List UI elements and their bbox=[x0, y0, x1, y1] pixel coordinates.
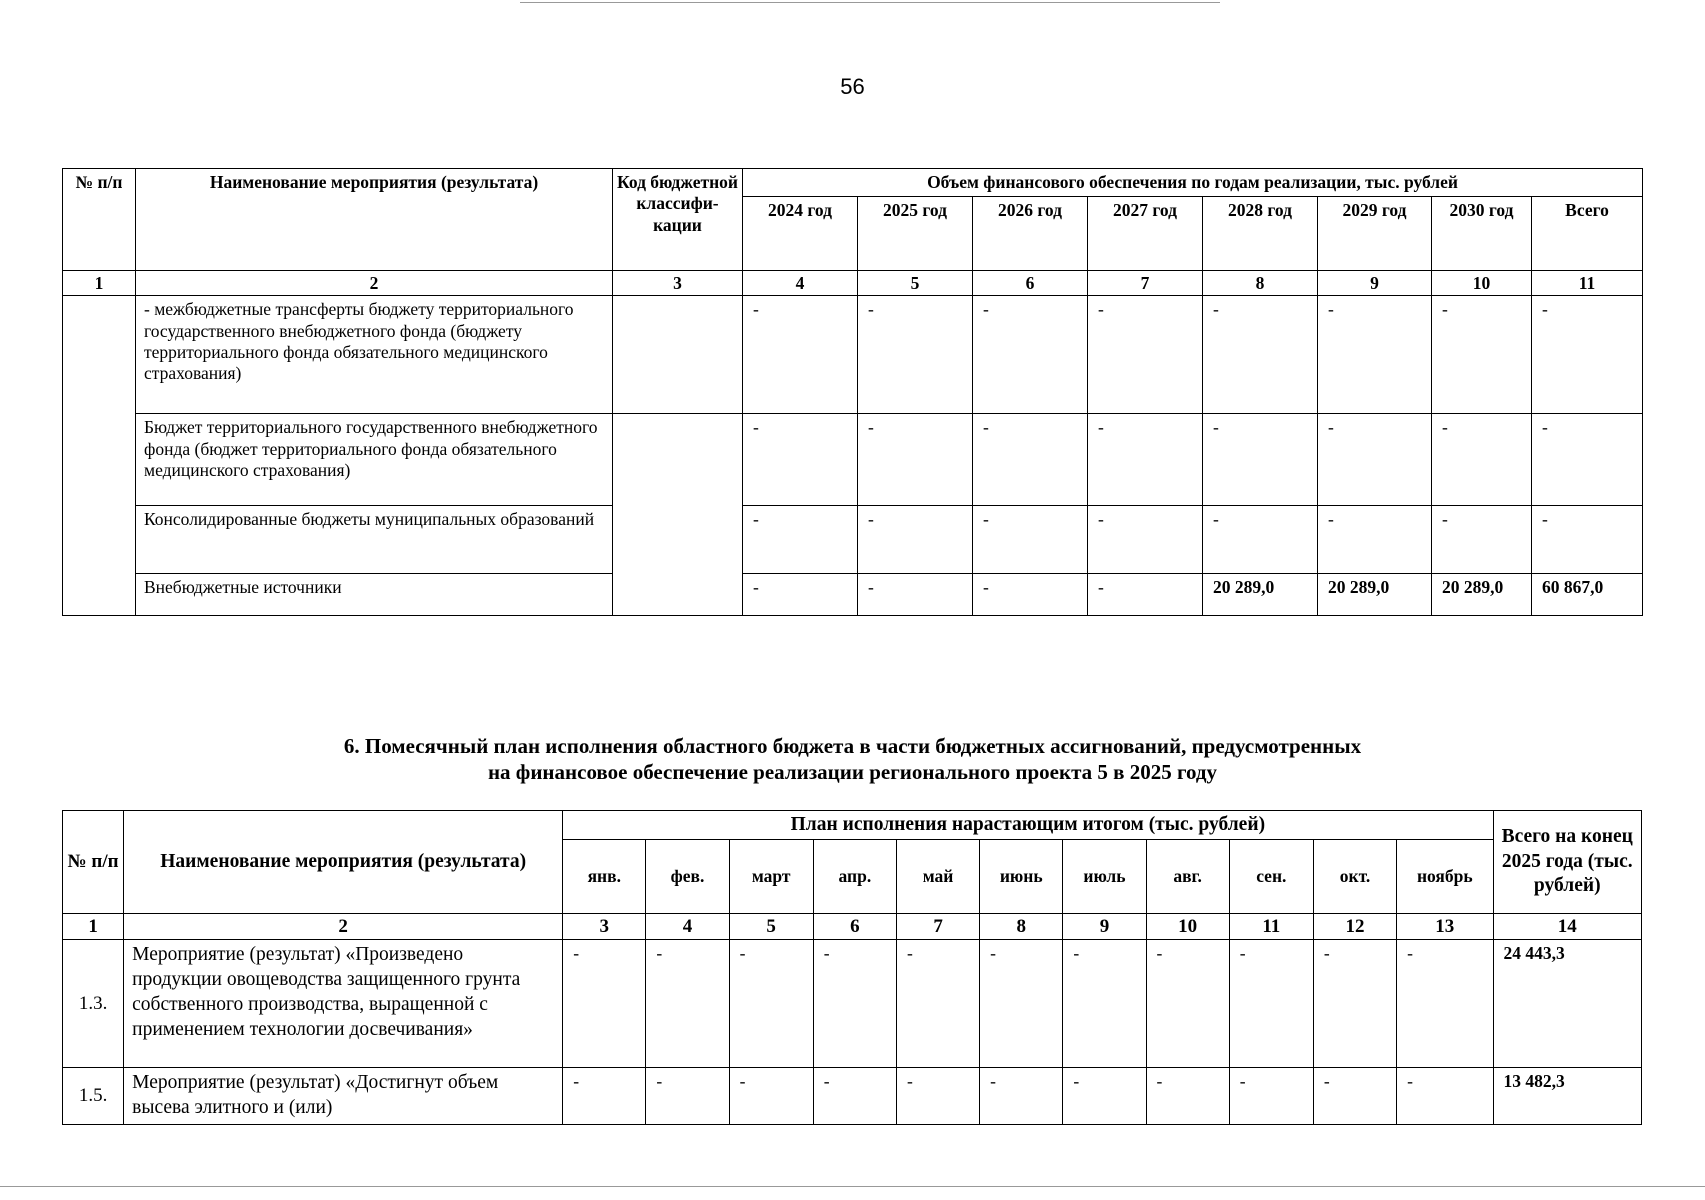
value-cell: - bbox=[1532, 296, 1643, 414]
monthly-plan-table bbox=[62, 810, 1642, 1125]
month-cell: - bbox=[1146, 1067, 1229, 1124]
month-cell: - bbox=[896, 1067, 979, 1124]
table-row bbox=[63, 414, 1643, 506]
header-month: янв. bbox=[563, 839, 646, 913]
header-year: 2029 год bbox=[1318, 197, 1432, 271]
value-cell: - bbox=[858, 296, 973, 414]
col-number: 14 bbox=[1493, 913, 1642, 939]
total-cell: 24 443,3 bbox=[1493, 939, 1642, 1067]
value-cell: - bbox=[973, 506, 1088, 574]
month-cell: - bbox=[1397, 939, 1493, 1067]
header-code: Код бюджетной классифи-кации bbox=[613, 169, 743, 271]
value-cell: - bbox=[858, 506, 973, 574]
value-cell: 20 289,0 bbox=[1432, 574, 1532, 616]
value-cell: - bbox=[973, 574, 1088, 616]
value-cell: - bbox=[743, 574, 858, 616]
header-month: фев. bbox=[646, 839, 729, 913]
col-number: 8 bbox=[980, 913, 1063, 939]
month-cell: - bbox=[1397, 1067, 1493, 1124]
code-cell bbox=[613, 414, 743, 616]
col-number: 8 bbox=[1203, 271, 1318, 296]
code-cell bbox=[613, 296, 743, 414]
col-number: 7 bbox=[896, 913, 979, 939]
header-month: июль bbox=[1063, 839, 1146, 913]
header-month: март bbox=[729, 839, 813, 913]
col-number: 2 bbox=[136, 271, 613, 296]
header-month: сен. bbox=[1229, 839, 1313, 913]
month-cell: - bbox=[1063, 939, 1146, 1067]
value-cell: - bbox=[743, 296, 858, 414]
col-number: 10 bbox=[1146, 913, 1229, 939]
top-scan-edge bbox=[520, 2, 1220, 3]
header-year: 2026 год bbox=[973, 197, 1088, 271]
month-cell: - bbox=[1313, 939, 1396, 1067]
month-cell: - bbox=[729, 939, 813, 1067]
header-year: 2024 год bbox=[743, 197, 858, 271]
col-number: 2 bbox=[124, 913, 563, 939]
month-cell: - bbox=[980, 939, 1063, 1067]
header-year: 2027 год bbox=[1088, 197, 1203, 271]
header-total: Всего на конец 2025 года (тыс. рублей) bbox=[1493, 811, 1642, 914]
col-number: 6 bbox=[813, 913, 896, 939]
row-name: Бюджет территориального государственного внебюджетного фонда (бюджет территориального фонда обязательного медицинского страхования) bbox=[136, 414, 613, 506]
month-cell: - bbox=[1146, 939, 1229, 1067]
month-cell: - bbox=[646, 1067, 729, 1124]
table-row bbox=[63, 506, 1643, 574]
value-cell: - bbox=[1318, 296, 1432, 414]
value-cell: - bbox=[1203, 506, 1318, 574]
header-name: Наименование мероприятия (результата) bbox=[124, 811, 563, 914]
col-number: 12 bbox=[1313, 913, 1396, 939]
month-cell: - bbox=[813, 939, 896, 1067]
table-row bbox=[63, 1067, 1642, 1124]
month-cell: - bbox=[563, 1067, 646, 1124]
header-plan: План исполнения нарастающим итогом (тыс. рублей) bbox=[563, 811, 1493, 840]
value-cell: - bbox=[858, 574, 973, 616]
value-cell: - bbox=[1088, 414, 1203, 506]
value-cell: 20 289,0 bbox=[1318, 574, 1432, 616]
col-number: 10 bbox=[1432, 271, 1532, 296]
month-cell: - bbox=[1229, 1067, 1313, 1124]
month-cell: - bbox=[1229, 939, 1313, 1067]
header-num: № п/п bbox=[63, 169, 136, 271]
section-title-line: на финансовое обеспечение реализации регионального проекта 5 в 2025 году bbox=[487, 760, 1218, 785]
value-cell: - bbox=[1532, 506, 1643, 574]
value-cell: 20 289,0 bbox=[1203, 574, 1318, 616]
col-number: 3 bbox=[613, 271, 743, 296]
header-name: Наименование мероприятия (результата) bbox=[136, 169, 613, 271]
value-cell: - bbox=[858, 414, 973, 506]
col-number: 1 bbox=[63, 913, 124, 939]
col-number: 9 bbox=[1318, 271, 1432, 296]
month-cell: - bbox=[646, 939, 729, 1067]
col-number: 5 bbox=[858, 271, 973, 296]
month-cell: - bbox=[980, 1067, 1063, 1124]
col-number: 4 bbox=[743, 271, 858, 296]
header-month: окт. bbox=[1313, 839, 1396, 913]
value-cell: - bbox=[1203, 414, 1318, 506]
value-cell: - bbox=[1432, 414, 1532, 506]
month-cell: - bbox=[1063, 1067, 1146, 1124]
row-name: Мероприятие (результат) «Произведено продукции овощеводства защищенного грунта собственного производства, выращенной с применением технологии досвечивания» bbox=[124, 939, 563, 1067]
value-cell: - bbox=[1203, 296, 1318, 414]
value-cell: - bbox=[973, 414, 1088, 506]
month-cell: - bbox=[896, 939, 979, 1067]
col-number: 7 bbox=[1088, 271, 1203, 296]
row-name: Консолидированные бюджеты муниципальных образований bbox=[136, 506, 613, 574]
value-cell: - bbox=[1088, 506, 1203, 574]
value-cell: - bbox=[1088, 574, 1203, 616]
value-cell: - bbox=[1432, 296, 1532, 414]
header-total: Всего bbox=[1532, 197, 1643, 271]
funding-table bbox=[62, 168, 1643, 616]
row-id: 1.3. bbox=[63, 939, 124, 1067]
table-row bbox=[63, 939, 1642, 1067]
value-cell: - bbox=[1318, 506, 1432, 574]
month-cell: - bbox=[813, 1067, 896, 1124]
col-number: 4 bbox=[646, 913, 729, 939]
month-cell: - bbox=[729, 1067, 813, 1124]
section-title bbox=[0, 733, 1705, 786]
col-number: 9 bbox=[1063, 913, 1146, 939]
header-month: июнь bbox=[980, 839, 1063, 913]
page-number: 56 bbox=[840, 74, 865, 99]
month-cell: - bbox=[563, 939, 646, 1067]
col-number: 11 bbox=[1229, 913, 1313, 939]
value-cell: 60 867,0 bbox=[1532, 574, 1643, 616]
table-row bbox=[63, 574, 1643, 616]
header-month: авг. bbox=[1146, 839, 1229, 913]
value-cell: - bbox=[1088, 296, 1203, 414]
row-name: - межбюджетные трансферты бюджету территориального государственного внебюджетного фонда (бюджету территориального фонда обязательного медицинского страхования) bbox=[136, 296, 613, 414]
header-month: май bbox=[896, 839, 979, 913]
header-year: 2028 год bbox=[1203, 197, 1318, 271]
col-number: 3 bbox=[563, 913, 646, 939]
value-cell: - bbox=[1532, 414, 1643, 506]
value-cell: - bbox=[1318, 414, 1432, 506]
empty-num-cell bbox=[63, 296, 136, 616]
col-number: 11 bbox=[1532, 271, 1643, 296]
value-cell: - bbox=[973, 296, 1088, 414]
header-month: ноябрь bbox=[1397, 839, 1493, 913]
col-number: 6 bbox=[973, 271, 1088, 296]
header-year: 2025 год bbox=[858, 197, 973, 271]
value-cell: - bbox=[743, 506, 858, 574]
header-year: 2030 год bbox=[1432, 197, 1532, 271]
row-name: Мероприятие (результат) «Достигнут объем высева элитного и (или) bbox=[124, 1067, 563, 1124]
col-number: 5 bbox=[729, 913, 813, 939]
col-number: 1 bbox=[63, 271, 136, 296]
value-cell: - bbox=[743, 414, 858, 506]
row-id: 1.5. bbox=[63, 1067, 124, 1124]
section-title-line: 6. Помесячный план исполнения областного бюджета в части бюджетных ассигнований, предусмотренных bbox=[343, 734, 1362, 758]
col-number: 13 bbox=[1397, 913, 1493, 939]
total-cell: 13 482,3 bbox=[1493, 1067, 1642, 1124]
header-volume: Объем финансового обеспечения по годам реализации, тыс. рублей bbox=[743, 169, 1643, 197]
header-num: № п/п bbox=[63, 811, 124, 914]
header-month: апр. bbox=[813, 839, 896, 913]
value-cell: - bbox=[1432, 506, 1532, 574]
month-cell: - bbox=[1313, 1067, 1396, 1124]
row-name: Внебюджетные источники bbox=[136, 574, 613, 616]
bottom-scan-edge bbox=[0, 1186, 1705, 1187]
table-row bbox=[63, 296, 1643, 414]
